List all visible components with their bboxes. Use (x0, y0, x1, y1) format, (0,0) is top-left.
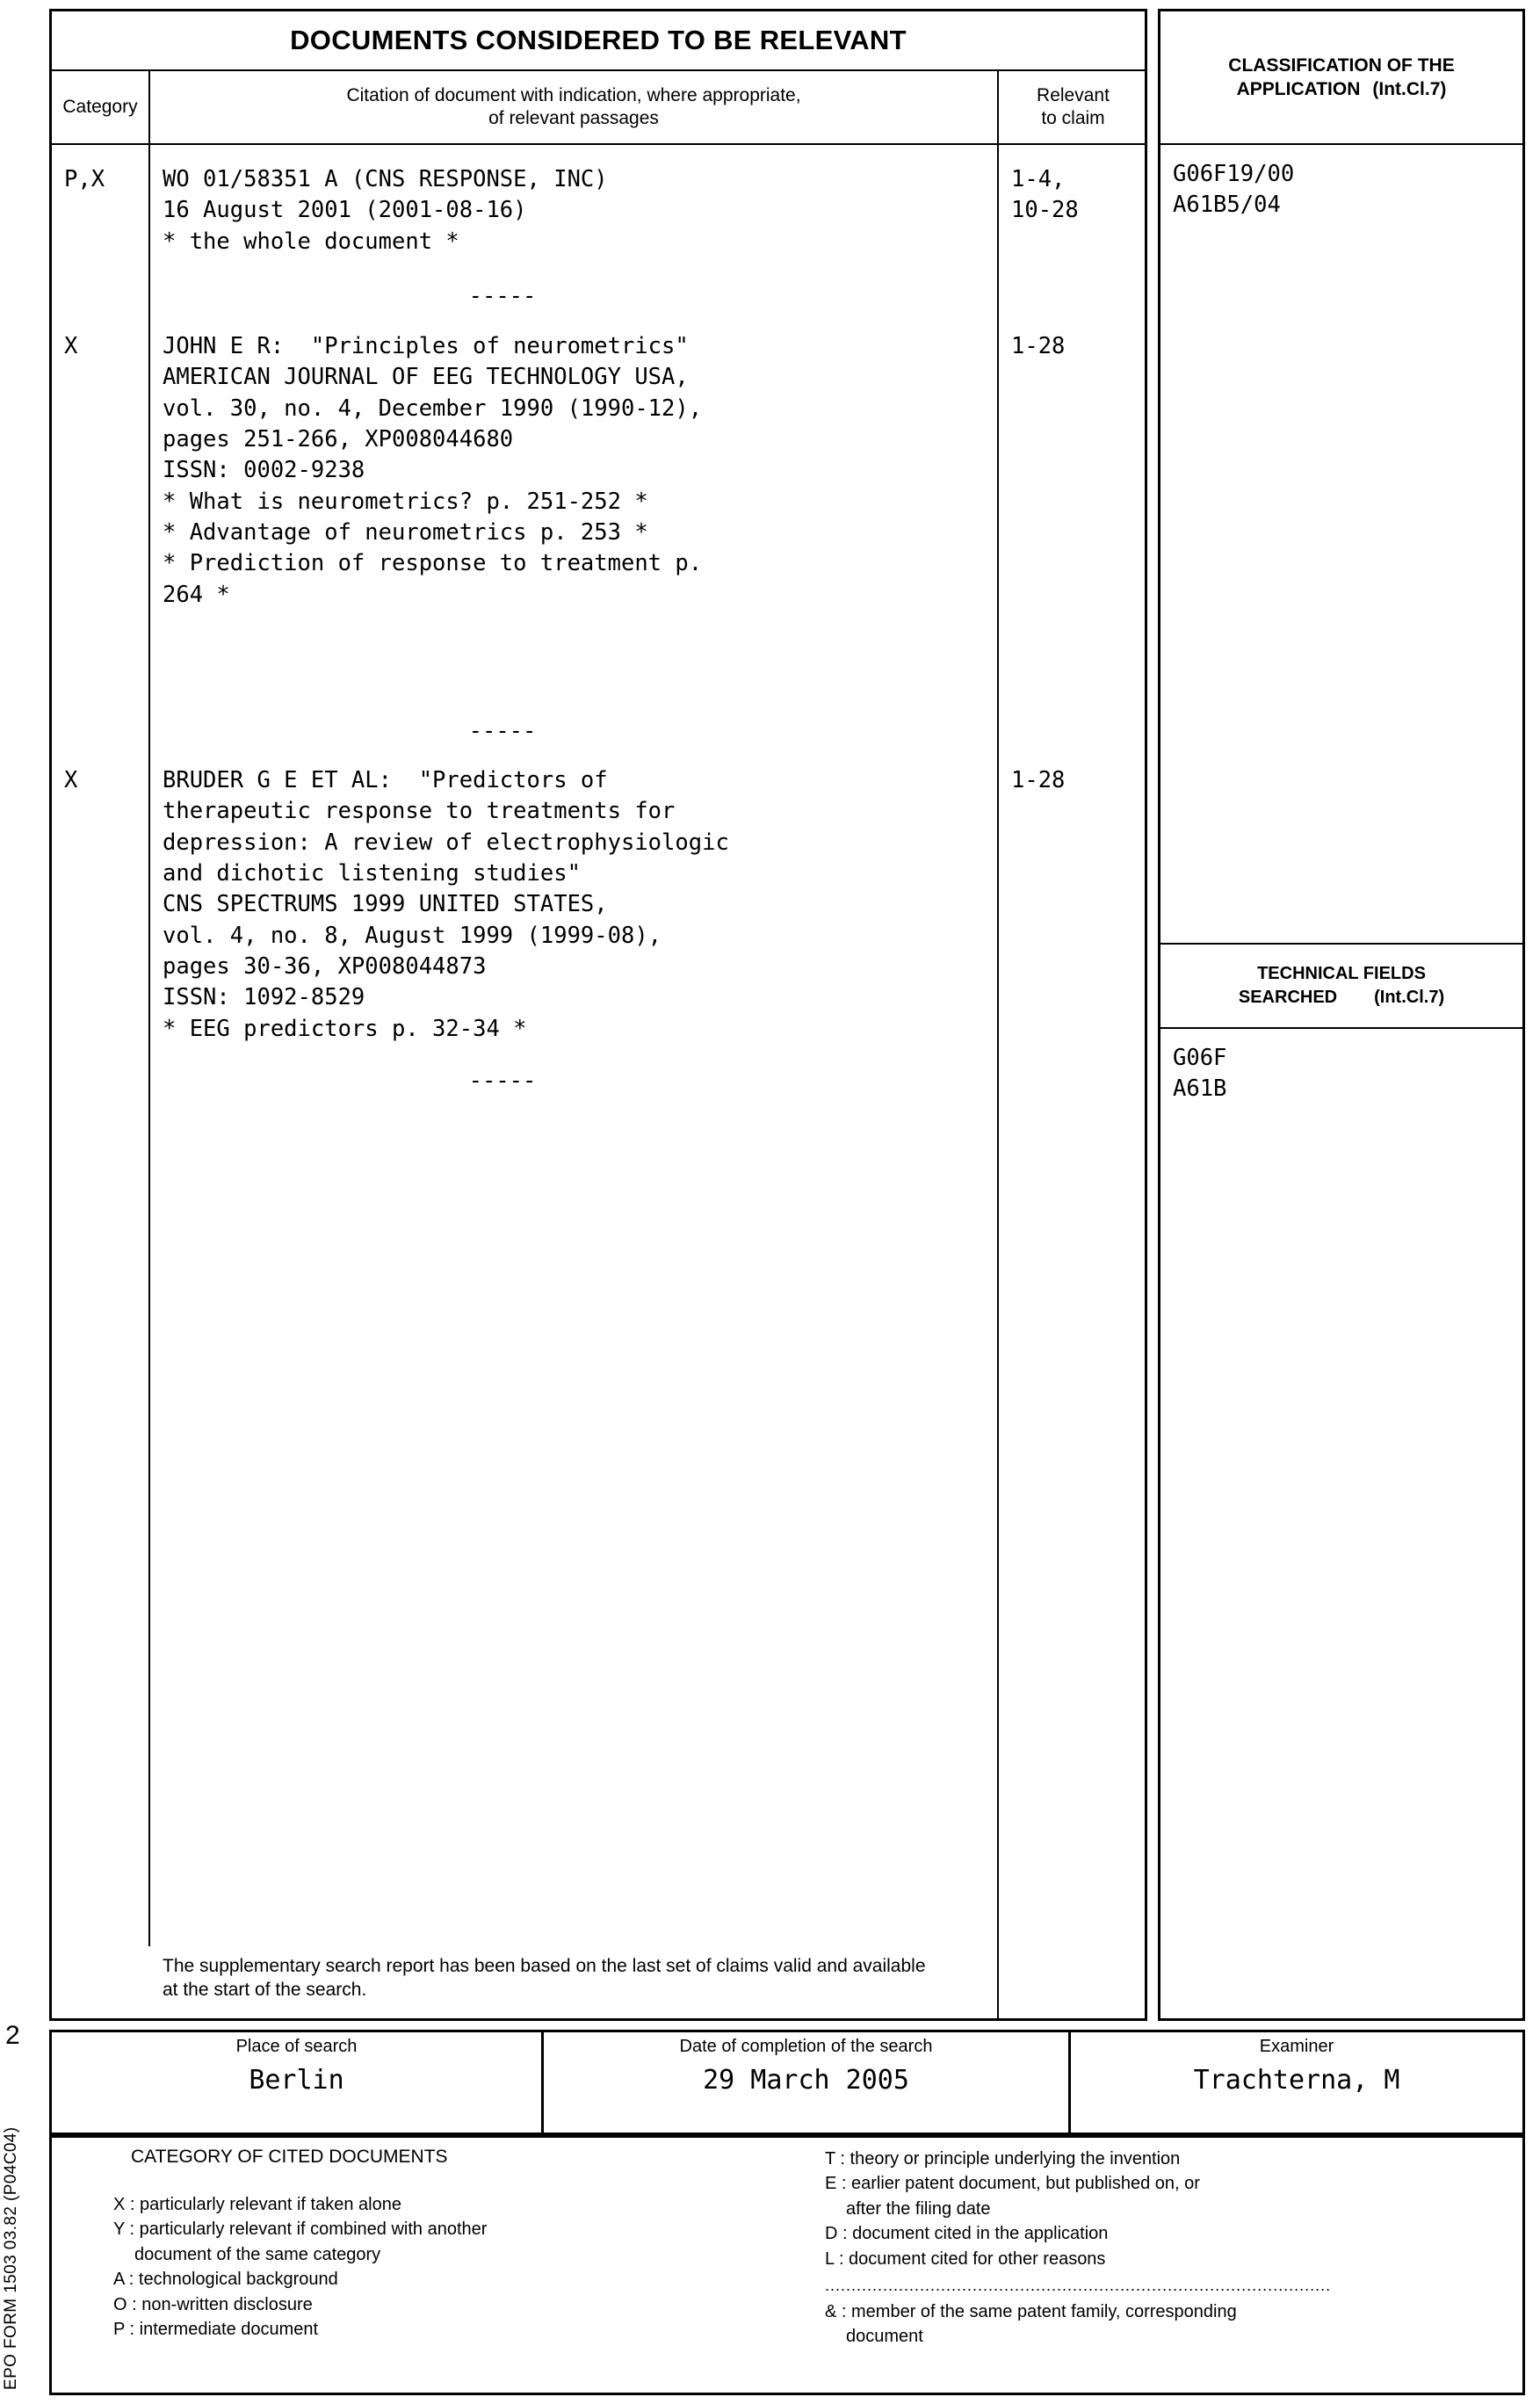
classification-heading-line2: APPLICATION (1236, 79, 1361, 99)
table-row-category: X (64, 767, 78, 793)
classification-heading (1160, 11, 1522, 145)
classification-codes: G06F19/00 A61B5/04 (1173, 161, 1295, 219)
legend-item-p: P : intermediate document (113, 2319, 319, 2339)
classification-heading-line1: CLASSIFICATION OF THE (1228, 54, 1455, 76)
place-of-search-value: Berlin (249, 2065, 344, 2096)
legend-item-amp-cont: document (846, 2326, 923, 2346)
relevant-claims-column (999, 145, 1147, 2018)
row-separator: ----- (468, 283, 537, 309)
legend-item-e-cont: after the filing date (846, 2198, 991, 2219)
supplementary-search-note: The supplementary search report has been based on the last set of claims valid and available at the start of the search. (163, 1956, 926, 2001)
column-header-category-text: Category (62, 97, 138, 118)
table-row-relevant: 1-28 (1011, 767, 1066, 793)
classification-column (1158, 9, 1525, 2021)
documents-table-title (52, 11, 1145, 71)
column-header-citation-line2: of relevant passages (488, 108, 659, 128)
examiner-label: Examiner (1259, 2037, 1334, 2056)
table-row-category: P,X (64, 166, 105, 192)
technical-fields-heading-note: (Int.Cl.7) (1374, 988, 1445, 1007)
table-row-relevant: 1-28 (1011, 333, 1066, 359)
technical-fields-heading-line1: TECHNICAL FIELDS (1257, 964, 1426, 983)
legend-left-column (113, 2192, 676, 2342)
legend-item-x: X : particularly relevant if taken alone (113, 2195, 401, 2214)
table-row-category: X (64, 333, 78, 359)
documents-table (49, 9, 1147, 2021)
place-of-search-label: Place of search (235, 2037, 358, 2056)
technical-fields-heading-line2: SEARCHED (1238, 988, 1338, 1007)
table-row-relevant: 1-4, 10-28 (1011, 166, 1079, 224)
row-separator: ----- (468, 1068, 537, 1094)
examiner-value: Trachterna, M (1193, 2065, 1400, 2096)
legend-item-l: L : document cited for other reasons (825, 2248, 1106, 2269)
date-of-completion-cell (544, 2032, 1071, 2132)
column-header-relevant-line1: Relevant (1037, 85, 1110, 106)
place-of-search-cell (52, 2032, 544, 2132)
epo-form-code: EPO FORM 1503 03.82 (P04C04) (2, 2126, 20, 2390)
classification-heading-note: (Int.Cl.7) (1372, 79, 1447, 99)
column-header-category (52, 71, 150, 145)
row-separator: ----- (468, 718, 537, 744)
technical-fields-heading (1160, 943, 1522, 1029)
category-legend (49, 2135, 1525, 2395)
date-of-completion-value: 29 March 2005 (703, 2065, 909, 2096)
table-row-citation: JOHN E R: "Principles of neurometrics" AMERICAN JOURNAL OF EEG TECHNOLOGY USA, vol. 30, no. 4, December 1990 (1990-12), pages 251-266, XP008044680 ISSN: 0002-9238 * What is neurometrics? p. 251-252 * * Advantage of neurometrics p. 253 * * Prediction of response to treatment p. 264 * (163, 333, 703, 608)
table-row-citation: WO 01/58351 A (CNS RESPONSE, INC) 16 August 2001 (2001-08-16) * the whole document * (163, 166, 608, 255)
legend-item-y: Y : particularly relevant if combined with another (113, 2219, 488, 2240)
legend-item-y-cont: document of the same category (134, 2244, 381, 2264)
page-number: 2 (5, 2021, 20, 2050)
column-header-relevant (999, 71, 1147, 145)
legend-right-column (825, 2147, 1457, 2349)
search-report-sheet (49, 9, 1525, 2395)
citation-column (150, 145, 999, 2018)
legend-title: CATEGORY OF CITED DOCUMENTS (131, 2147, 448, 2167)
legend-item-o: O : non-written disclosure (113, 2294, 313, 2314)
legend-item-d: D : document cited in the application (825, 2224, 1109, 2244)
legend-item-t: T : theory or principle underlying the invention (825, 2149, 1181, 2169)
legend-item-e: E : earlier patent document, but published on, or (825, 2174, 1200, 2194)
documents-table-title-text: DOCUMENTS CONSIDERED TO BE RELEVANT (290, 25, 907, 55)
date-of-completion-label: Date of completion of the search (679, 2037, 933, 2056)
column-header-citation-line1: Citation of document with indication, where appropriate, (346, 85, 801, 106)
column-header-citation (150, 71, 999, 145)
column-header-relevant-line2: to claim (1041, 108, 1105, 128)
legend-divider-dots: ................................................................................................ (825, 2276, 1332, 2294)
technical-fields-codes: G06F A61B (1173, 1045, 1227, 1103)
left-margin (0, 0, 49, 2404)
search-footer (49, 2030, 1525, 2135)
examiner-cell (1071, 2032, 1522, 2132)
legend-item-amp: & : member of the same patent family, corresponding (825, 2301, 1237, 2321)
category-column (52, 145, 150, 1946)
table-row-citation: BRUDER G E ET AL: "Predictors of therapeutic response to treatments for depression: A review of electrophysiologic and dichotic listening studies" CNS SPECTRUMS 1999 UNITED STATES, vol. 4, no. 8, August 1999 (1999-08), pages 30-36, XP008044873 ISSN: 1092-8529 * EEG predictors p. 32-34 * (163, 767, 729, 1042)
legend-item-a: A : technological background (113, 2270, 338, 2290)
